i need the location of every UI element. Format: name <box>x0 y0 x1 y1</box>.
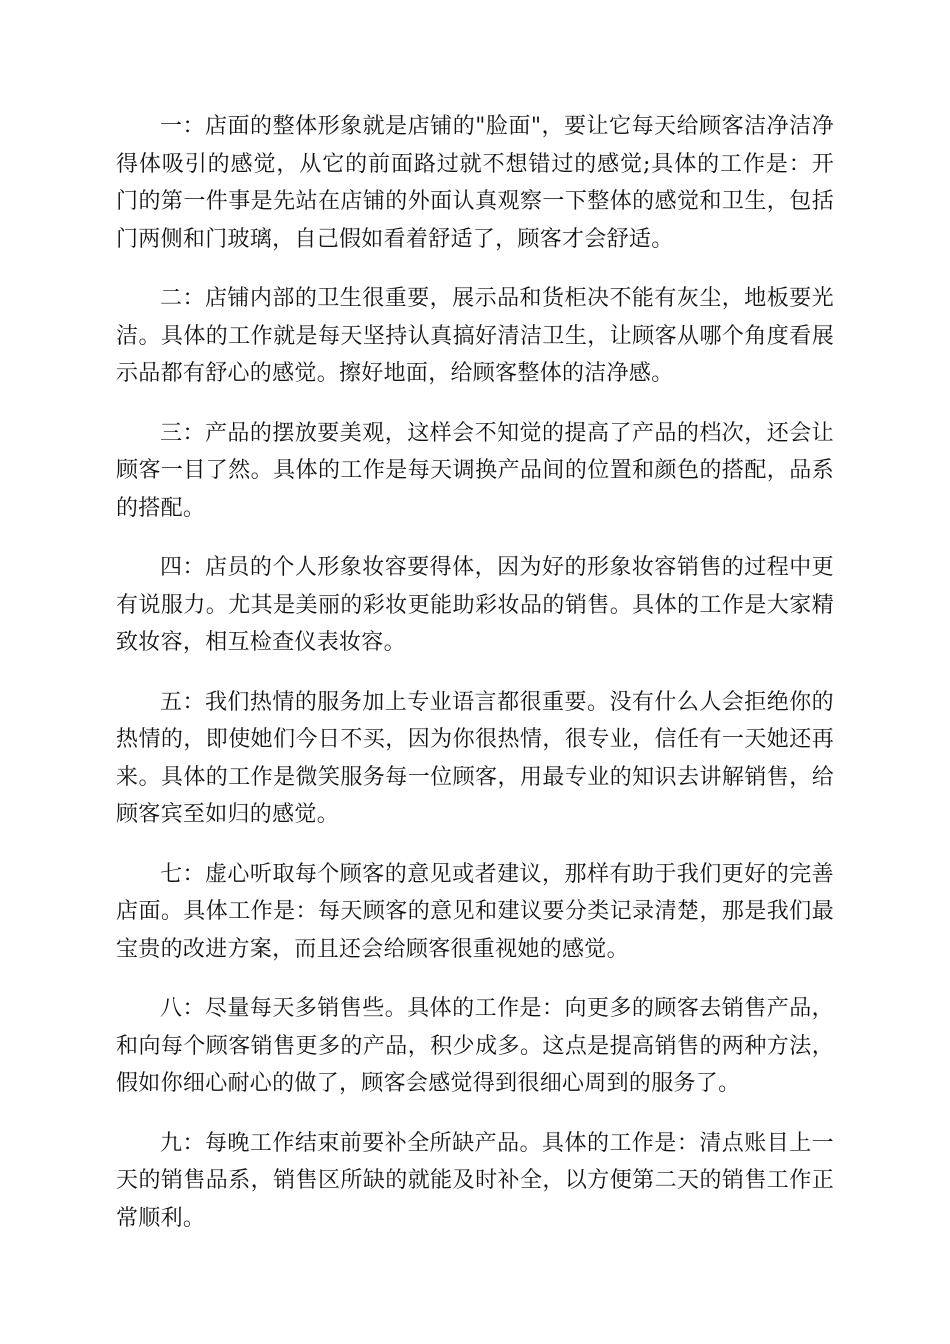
paragraph-1: 一：店面的整体形象就是店铺的"脸面"，要让它每天给顾客洁净洁净得体吸引的感觉，从它的前面路过就不想错过的感觉;具体的工作是：开门的第一件事是先站在店铺的外面认真观察一下整体的感觉和卫生，包括门两侧和门玻璃，自己假如看着舒适了，顾客才会舒适。 <box>116 114 834 252</box>
paragraph-2: 二：店铺内部的卫生很重要，展示品和货柜决不能有灰尘，地板要光洁。具体的工作就是每天坚持认真搞好清洁卫生，让顾客从哪个角度看展示品都有舒心的感觉。擦好地面，给顾客整体的洁净感。 <box>116 286 834 386</box>
paragraph-7: 七：虚心听取每个顾客的意见或者建议，那样有助于我们更好的完善店面。具体工作是：每天顾客的意见和建议要分类记录清楚，那是我们最宝贵的改进方案，而且还会给顾客很重视她的感觉。 <box>116 861 834 962</box>
paragraph-8: 八：尽量每天多销售些。具体的工作是：向更多的顾客去销售产品，和向每个顾客销售更多的产品，积少成多。这点是提高销售的两种方法，假如你细心耐心的做了，顾客会感觉得到很细心周到的服务了。 <box>116 996 834 1096</box>
paragraph-9: 九：每晚工作结束前要补全所缺产品。具体的工作是：清点账目上一天的销售品系，销售区所缺的就能及时补全，以方便第二天的销售工作正常顺利。 <box>116 1130 834 1231</box>
paragraph-4: 四：店员的个人形象妆容要得体，因为好的形象妆容销售的过程中更有说服力。尤其是美丽的彩妆更能助彩妆品的销售。具体的工作是大家精致妆容，相互检查仪表妆容。 <box>116 555 834 655</box>
paragraph-5: 五：我们热情的服务加上专业语言都很重要。没有什么人会拒绝你的热情的，即使她们今日不买，因为你很热情，很专业，信任有一天她还再来。具体的工作是微笑服务每一位顾客，用最专业的知识去讲解销售，给顾客宾至如归的感觉。 <box>116 689 834 827</box>
paragraph-3: 三：产品的摆放要美观，这样会不知觉的提高了产品的档次，还会让顾客一目了然。具体的工作是每天调换产品间的位置和颜色的搭配，品系的搭配。 <box>116 420 834 521</box>
